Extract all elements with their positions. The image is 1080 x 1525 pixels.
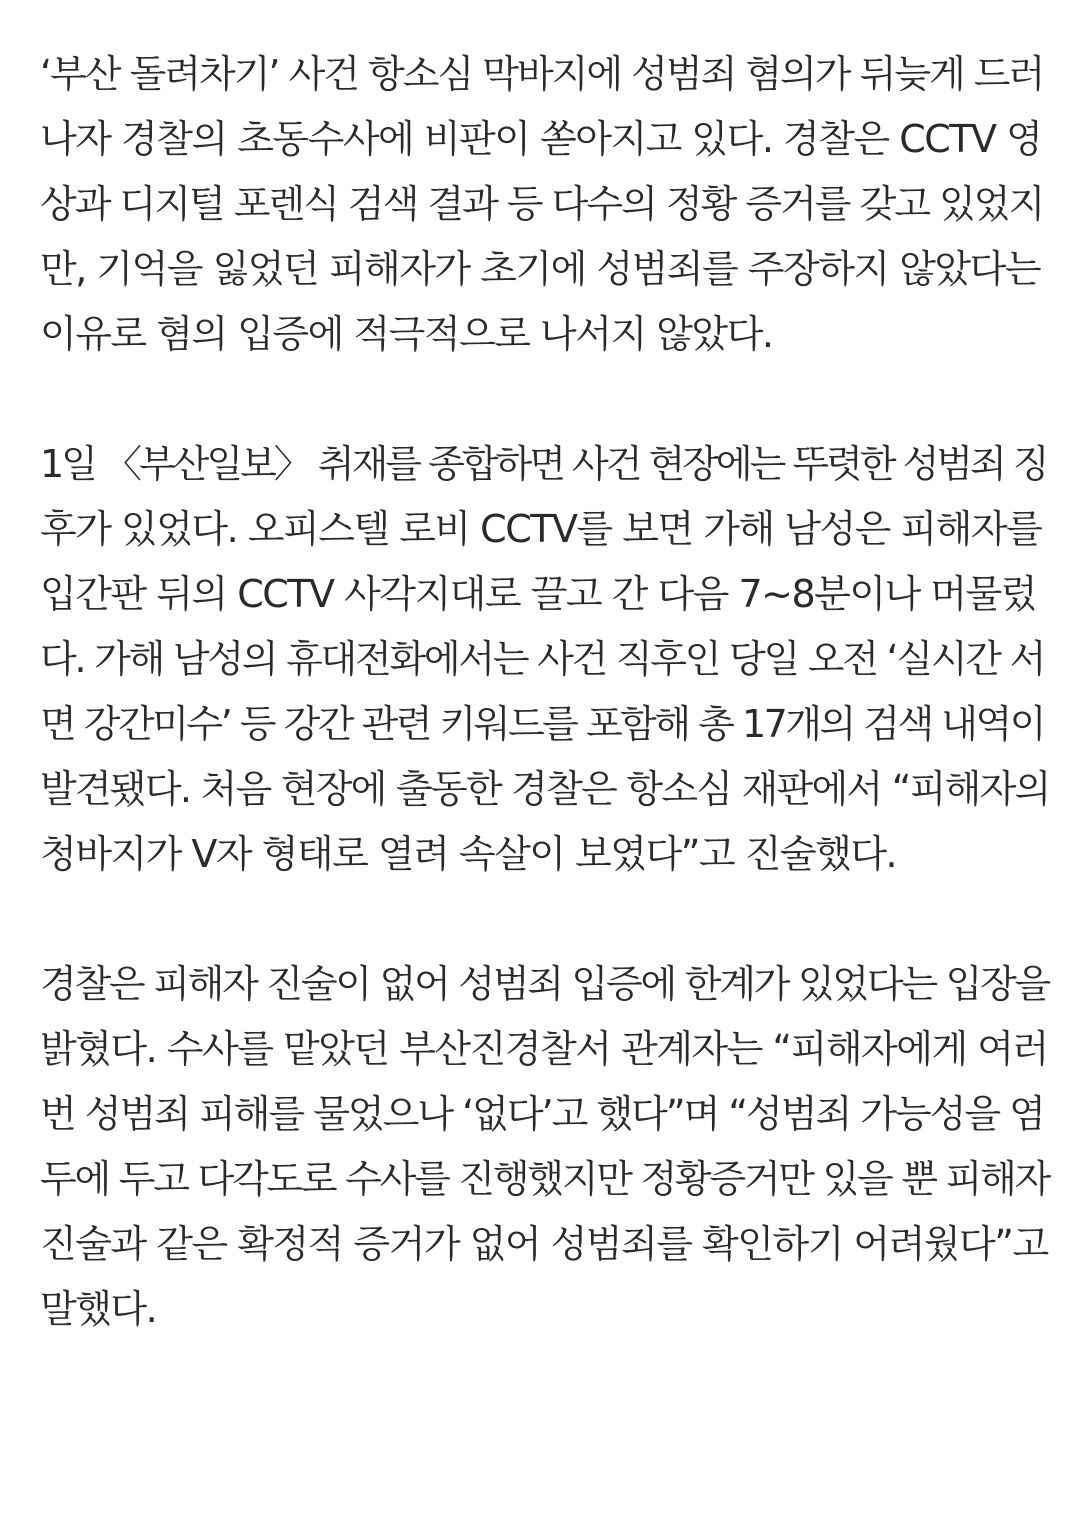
text-line: 다. 가해 남성의 휴대전화에서는 사건 직후인 당일 오전 ‘실시간 서: [40, 637, 1045, 681]
article-body: [40, 42, 1050, 1342]
text-line: 진술과 같은 확정적 증거가 없어 성범죄를 확인하기 어려웠다”고: [40, 1222, 1048, 1266]
text-line: 입간판 뒤의 CCTV 사각지대로 끌고 간 다음 7~8분이나 머물렀: [40, 572, 1036, 616]
text-line: 말했다.: [40, 1287, 157, 1331]
text-line: 상과 디지털 포렌식 검색 결과 등 다수의 정황 증거를 갖고 있었지: [40, 182, 1044, 226]
text-line: 경찰은 피해자 진술이 없어 성범죄 입증에 한계가 있었다는 입장을: [40, 962, 1050, 1006]
text-line: 번 성범죄 피해를 물었으나 ‘없다’고 했다”며 “성범죄 가능성을 염: [40, 1092, 1044, 1136]
text-line: 1일 〈부산일보〉 취재를 종합하면 사건 현장에는 뚜렷한 성범죄 징: [40, 442, 1047, 486]
text-line: 이유로 혐의 입증에 적극적으로 나서지 않았다.: [40, 312, 773, 356]
paragraph-2: [40, 432, 1050, 887]
text-line: 만, 기억을 잃었던 피해자가 초기에 성범죄를 주장하지 않았다는: [40, 247, 1041, 291]
text-line: ‘부산 돌려차기’ 사건 항소심 막바지에 성범죄 혐의가 뒤늦게 드러: [40, 52, 1044, 96]
text-line: 밝혔다. 수사를 맡았던 부산진경찰서 관계자는 “피해자에게 여러: [40, 1027, 1048, 1071]
text-line: 면 강간미수’ 등 강간 관련 키워드를 포함해 총 17개의 검색 내역이: [40, 702, 1044, 746]
paragraph-1: [40, 42, 1050, 367]
text-line: 나자 경찰의 초동수사에 비판이 쏟아지고 있다. 경찰은 CCTV 영: [40, 117, 1042, 161]
text-line: 두에 두고 다각도로 수사를 진행했지만 정황증거만 있을 뿐 피해자: [40, 1157, 1050, 1201]
text-line: 후가 있었다. 오피스텔 로비 CCTV를 보면 가해 남성은 피해자를: [40, 507, 1042, 551]
text-line: 발견됐다. 처음 현장에 출동한 경찰은 항소심 재판에서 “피해자의: [40, 767, 1050, 811]
paragraph-3: [40, 952, 1050, 1342]
text-line: 청바지가 V자 형태로 열려 속살이 보였다”고 진술했다.: [40, 832, 897, 876]
